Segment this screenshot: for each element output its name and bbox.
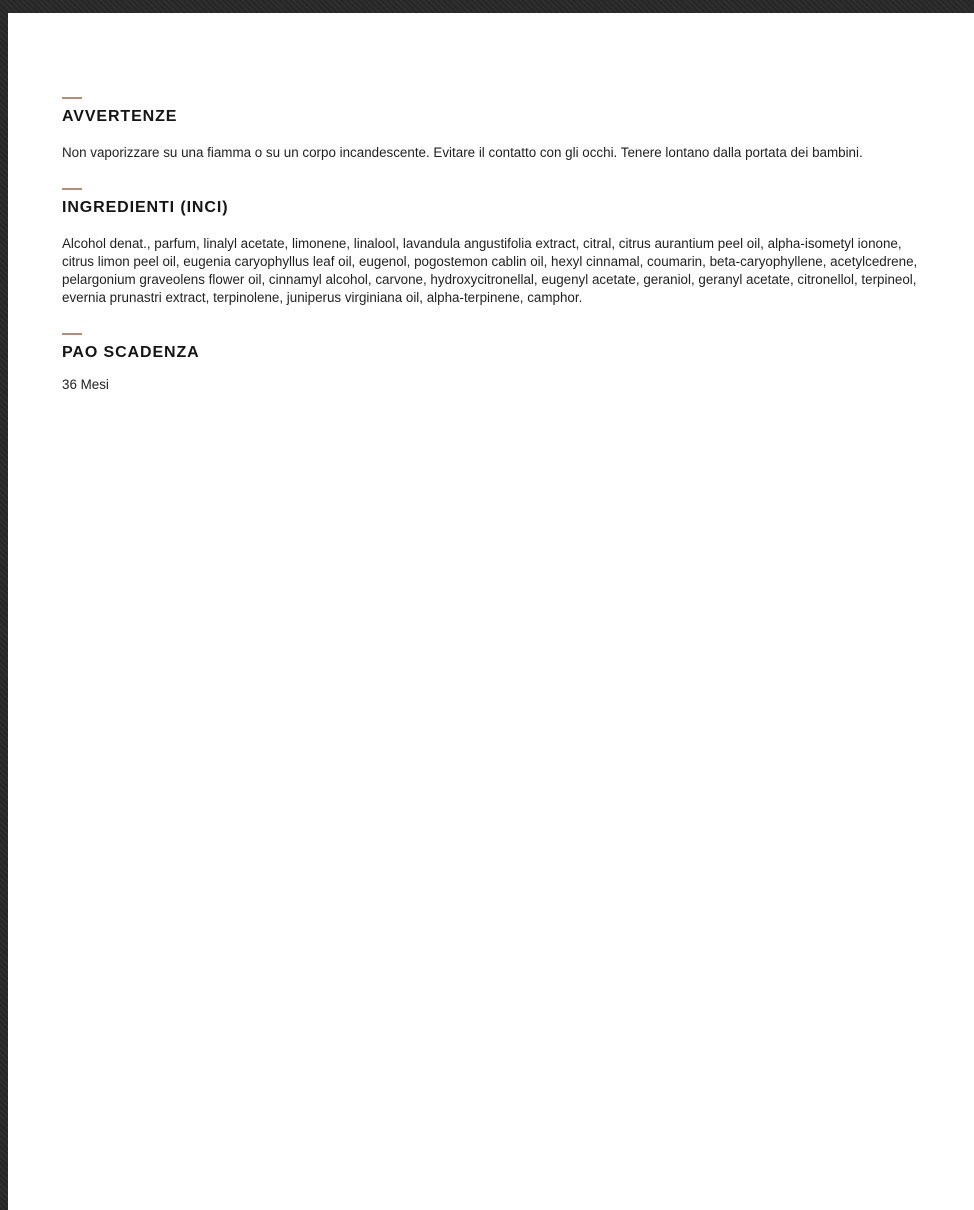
section-text-ingredients: Alcohol denat., parfum, linalyl acetate, limonene, linalool, lavandula angustifolia extract, citral, citrus aurantium peel oil, alpha-isometyl ionone, citrus limon peel oil, eugenia caryophyllus leaf oil, eugenol, pogostemon cablin oil, hexyl cinnamal, coumarin, beta-caryophyllene, acetylcedrene, pelargonium graveolens flower oil, cinnamyl alcohol, carvone, hydroxycitronellal, eugenyl acetate, geraniol, geranyl acetate, citronellol, terpineol, evernia prunastri extract, terpinolene, juniperus virginiana oil, alpha-terpinene, camphor. bbox=[62, 236, 918, 305]
section-text-pao: 36 Mesi bbox=[62, 377, 109, 392]
section-ingredients bbox=[62, 188, 922, 307]
document-page bbox=[8, 13, 974, 1210]
heading-accent-line bbox=[62, 188, 82, 190]
section-warnings bbox=[62, 97, 922, 162]
product-info bbox=[62, 97, 922, 420]
section-heading-pao: PAO SCADENZA bbox=[62, 344, 200, 361]
section-heading-warnings: AVVERTENZE bbox=[62, 108, 178, 125]
heading-accent-line bbox=[62, 333, 82, 335]
section-pao bbox=[62, 333, 922, 394]
section-text-warnings: Non vaporizzare su una fiamma o su un corpo incandescente. Evitare il contatto con gli occhi. Tenere lontano dalla portata dei bambini. bbox=[62, 145, 863, 160]
heading-accent-line bbox=[62, 97, 82, 99]
section-heading-ingredients: INGREDIENTI (INCI) bbox=[62, 199, 229, 216]
